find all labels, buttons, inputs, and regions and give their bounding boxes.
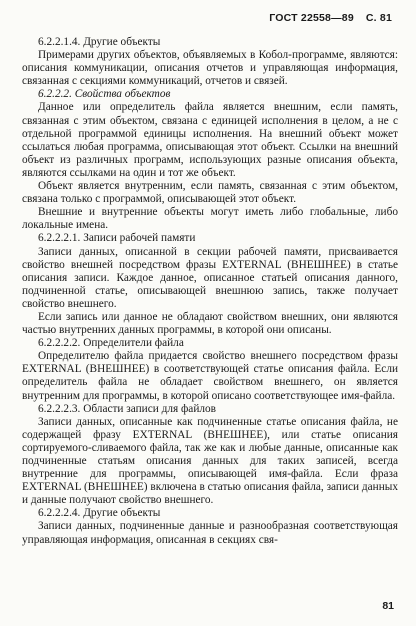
page-number: 81 bbox=[382, 600, 394, 612]
paragraph: Объект является внутренним, если память, связанная с этим объектом, связана только с программой, описывающей этот объект. bbox=[22, 180, 398, 206]
section-heading: 6.2.2.1.4. Другие объекты bbox=[38, 36, 161, 48]
header-page-label: С. 81 bbox=[365, 12, 392, 24]
paragraph: Данное или определитель файла является внешним, если память, связанная с этим объектом, связана с единицей исполнения в целом, а не с отдельной программой единицы исполнения. На внешний объект может ссылаться любая программа, описывающая этот объект. Ссылки на внешний объект из различных программ, использующих разные описания объекта, являются ссылками на один и тот же объект. bbox=[22, 101, 398, 179]
paragraph: Внешние и внутренние объекты могут иметь либо глобальные, либо локальные имена. bbox=[22, 206, 398, 232]
document-body bbox=[22, 36, 398, 547]
section-heading: 6.2.2.2.4. Другие объекты bbox=[38, 507, 161, 520]
paragraph: Определителю файла придается свойство внешнего посредством фразы EXTERNAL (ВНЕШНЕЕ) в соответствующей статье описания файла. Если определитель файла не обладает свойством внешнего, он является внутренним для программы, в которой описано соответствующее имя-файла. bbox=[22, 350, 398, 402]
paragraph: Записи данных, описанные как подчиненные статье описания файла, не содержащей фразу EXTERNAL (ВНЕШНЕЕ), или статье описания сортируемого-сливаемого файла, так же как и любые данные, описанные как подчиненные статьям описания данных для таких записей, всегда внутренние для программы, описывающей имя-файла. Если фраза EXTERNAL (ВНЕШНЕЕ) включена в статью описания файла, записи данных и данные получают свойство внешнего. bbox=[22, 415, 398, 507]
section-heading: 6.2.2.2.3. Области записи для файлов bbox=[38, 402, 216, 415]
page-header bbox=[269, 12, 392, 24]
section-heading: 6.2.2.2.2. Определители файла bbox=[38, 337, 184, 350]
standard-number: ГОСТ 22558—89 bbox=[269, 12, 354, 24]
paragraph: Записи данных, описанной в секции рабочей памяти, присваивается свойство внешней посредством фразы EXTERNAL (ВНЕШНЕЕ) в статье описания записи. Каждое данное, описанное статьей описания данного, подчиненной статье, описывающей внешнюю запись, также получает свойство внешнего. bbox=[22, 245, 398, 310]
section-heading: 6.2.2.2.1. Записи рабочей памяти bbox=[38, 232, 196, 245]
paragraph: Если запись или данное не обладают свойством внешних, они являются частью внутренних данных программы, в которой они описаны. bbox=[22, 310, 398, 337]
section-heading: 6.2.2.2. Свойства объектов bbox=[38, 88, 171, 101]
paragraph: Записи данных, подчиненные данные и разнообразная соответствующая управляющая информация, описанная в секциях свя- bbox=[22, 520, 398, 546]
paragraph: Примерами других объектов, объявляемых в Кобол-программе, являются: описания коммуникации, описания отчетов и управляющая информация, связанная с секциями коммуникаций, отчетов и связей. bbox=[22, 49, 398, 88]
